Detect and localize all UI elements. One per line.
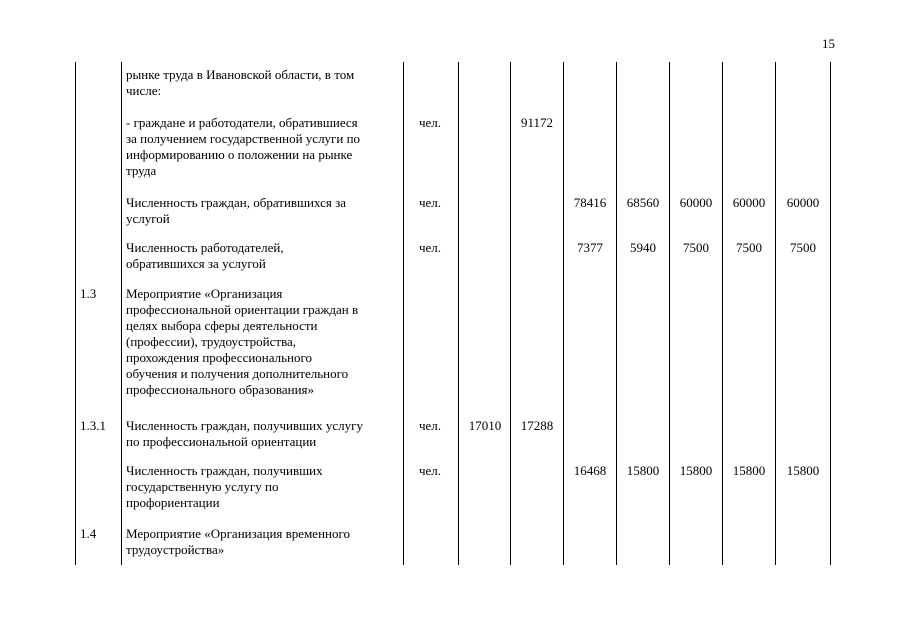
description-line: Мероприятие «Организация [126, 286, 283, 301]
value-cell: 16468 [573, 463, 607, 478]
table-border [775, 62, 776, 565]
description-line: рынке труда в Ивановской области, в том [126, 67, 355, 82]
row-description [126, 418, 401, 450]
row-number: 1.4 [80, 526, 97, 541]
table-border [403, 62, 404, 565]
description-line: труда [126, 163, 157, 178]
value-cell: 15800 [626, 463, 660, 478]
row-description [126, 286, 401, 398]
description-line: профессионального образования» [126, 382, 315, 397]
value-cell: 15800 [679, 463, 713, 478]
description-line: обратившихся за услугой [126, 256, 266, 271]
row-number: 1.3.1 [80, 418, 106, 433]
description-line: (профессии), трудоустройства, [126, 334, 297, 349]
row-description [126, 526, 401, 558]
value-cell: 17010 [468, 418, 502, 433]
value-cell: 15800 [786, 463, 820, 478]
row-description [126, 240, 401, 272]
value-cell: 7500 [736, 240, 762, 255]
description-line: трудоустройства» [126, 542, 225, 557]
value-cell: 78416 [573, 195, 607, 210]
description-line: информированию о положении на рынке [126, 147, 353, 162]
description-line: Мероприятие «Организация временного [126, 526, 350, 541]
description-line: услугой [126, 211, 170, 226]
description-line: обучения и получения дополнительного [126, 366, 349, 381]
row-number: 1.3 [80, 286, 97, 301]
table-border [75, 62, 76, 565]
row-unit: чел. [419, 463, 442, 478]
description-line: числе: [126, 83, 162, 98]
value-cell: 60000 [679, 195, 713, 210]
table-border [563, 62, 564, 565]
row-description [126, 195, 401, 227]
table-border [722, 62, 723, 565]
description-line: государственную услугу по [126, 479, 279, 494]
value-cell: 60000 [786, 195, 820, 210]
row-unit: чел. [419, 115, 442, 130]
description-line: целях выбора сферы деятельности [126, 318, 318, 333]
row-description [126, 115, 401, 179]
value-cell: 15800 [732, 463, 766, 478]
value-cell: 17288 [520, 418, 554, 433]
value-cell: 68560 [626, 195, 660, 210]
row-unit: чел. [419, 240, 442, 255]
table-border [830, 62, 831, 565]
value-cell: 60000 [732, 195, 766, 210]
description-line: прохождения профессионального [126, 350, 313, 365]
table-border [510, 62, 511, 565]
row-description [126, 463, 401, 511]
row-description [126, 67, 401, 99]
description-line: за получением государственной услуги по [126, 131, 361, 146]
table-border [121, 62, 122, 565]
value-cell: 91172 [520, 115, 554, 130]
description-line: Численность граждан, получивших [126, 463, 323, 478]
table-border [458, 62, 459, 565]
value-cell: 7500 [683, 240, 709, 255]
row-unit: чел. [419, 418, 442, 433]
description-line: Численность граждан, получивших услугу [126, 418, 363, 433]
table-border [616, 62, 617, 565]
description-line: - граждане и работодатели, обратившиеся [126, 115, 358, 130]
description-line: профориентации [126, 495, 220, 510]
table-border [669, 62, 670, 565]
description-line: Численность работодателей, [126, 240, 284, 255]
value-cell: 5940 [630, 240, 656, 255]
value-cell: 7377 [577, 240, 603, 255]
page-number: 15 [822, 36, 835, 51]
description-line: Численность граждан, обратившихся за [126, 195, 347, 210]
description-line: профессиональной ориентации граждан в [126, 302, 359, 317]
description-line: по профессиональной ориентации [126, 434, 317, 449]
row-unit: чел. [419, 195, 442, 210]
value-cell: 7500 [790, 240, 816, 255]
